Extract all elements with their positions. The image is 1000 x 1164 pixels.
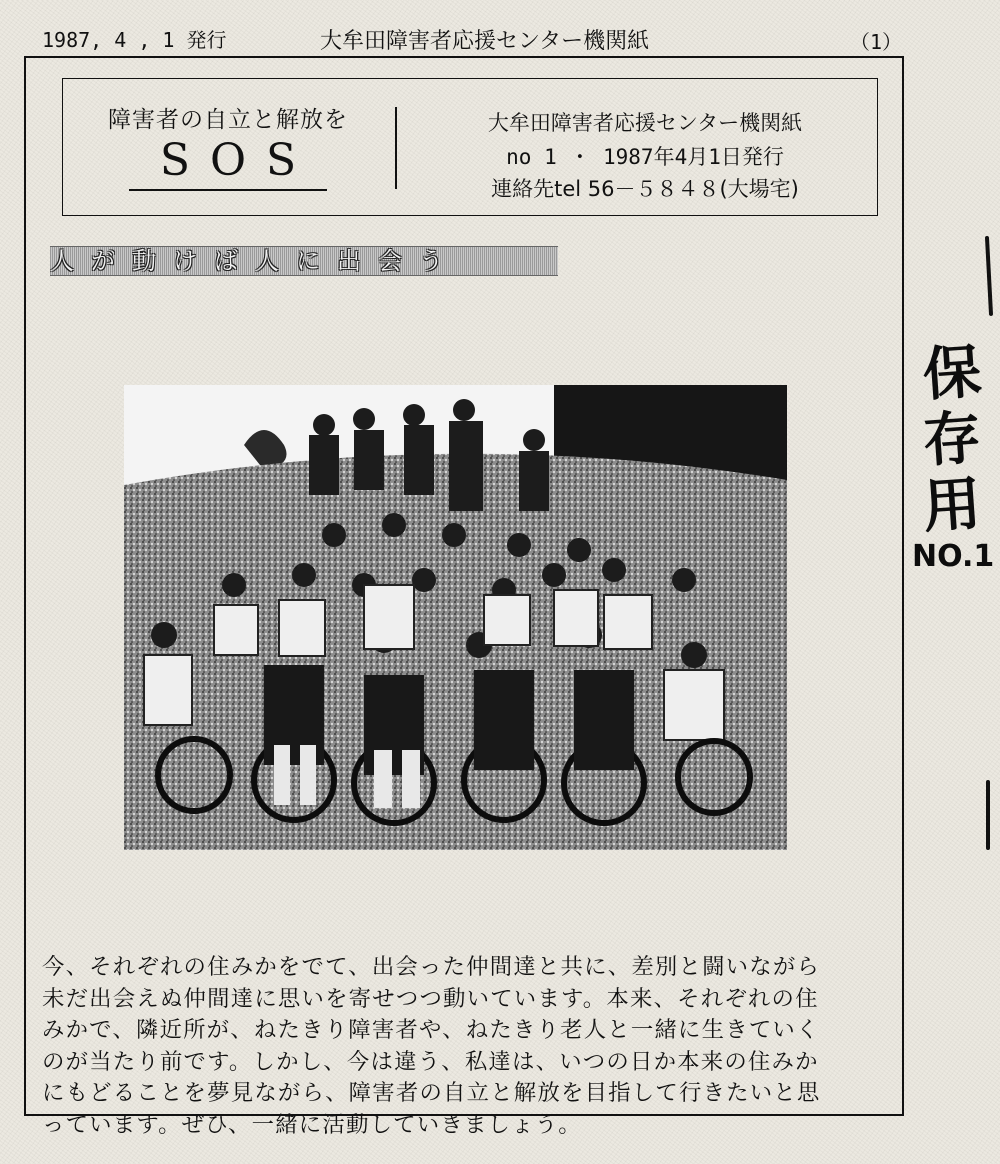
body-line: のが当たり前です。しかし、今は違う、私達は、いつの日か本来の住みか <box>42 1048 819 1075</box>
masthead-box <box>62 78 878 216</box>
masthead-left <box>63 79 393 215</box>
note-char: 保 <box>920 337 984 409</box>
note-number: NO.1 <box>912 539 995 574</box>
masthead-tagline: 障害者の自立と解放を <box>108 107 348 133</box>
body-line: 未だ出会えぬ仲間達に思いを寄せつつ動いています。本来、それぞれの住 <box>42 985 819 1012</box>
organization-name: 大牟田障害者応援センター機関紙 <box>487 111 803 135</box>
issue-info: no 1 ・ 1987年4月1日発行 <box>506 145 784 169</box>
margin-mark-bottom <box>986 780 990 850</box>
group-photo <box>124 385 787 850</box>
sos-logo: SOS <box>129 133 327 191</box>
body-line: 今、それぞれの住みかをでて、出会った仲間達と共に、差別と闘いながら <box>42 954 821 980</box>
issue-date: 1987, 4 , 1 発行 <box>42 28 227 52</box>
group-photo-icon <box>124 385 787 850</box>
publication-name: 大牟田障害者応援センター機関紙 <box>320 29 650 54</box>
note-char: 存 <box>920 403 984 475</box>
note-char: 用 <box>920 469 984 541</box>
masthead-divider <box>395 107 397 189</box>
margin-mark-top <box>985 236 993 316</box>
page-number: （1） <box>849 30 902 54</box>
page-header <box>42 18 902 54</box>
article-body <box>42 952 888 1141</box>
contact-info: 連絡先tel 56－５８４８(大場宅) <box>491 177 799 201</box>
body-line: っています。ぜひ、一緒に活動していきましょう。 <box>42 1111 582 1138</box>
masthead-right <box>423 79 867 215</box>
body-line: にもどることを夢見ながら、障害者の自立と解放を目指して行きたいと思 <box>42 1080 821 1106</box>
body-line: みかで、隣近所が、ねたきり障害者や、ねたきり老人と一緒に生きていく <box>42 1017 820 1043</box>
handwritten-archive-note <box>912 337 995 574</box>
article-headline: 人が動けば人に出会う <box>50 246 558 276</box>
